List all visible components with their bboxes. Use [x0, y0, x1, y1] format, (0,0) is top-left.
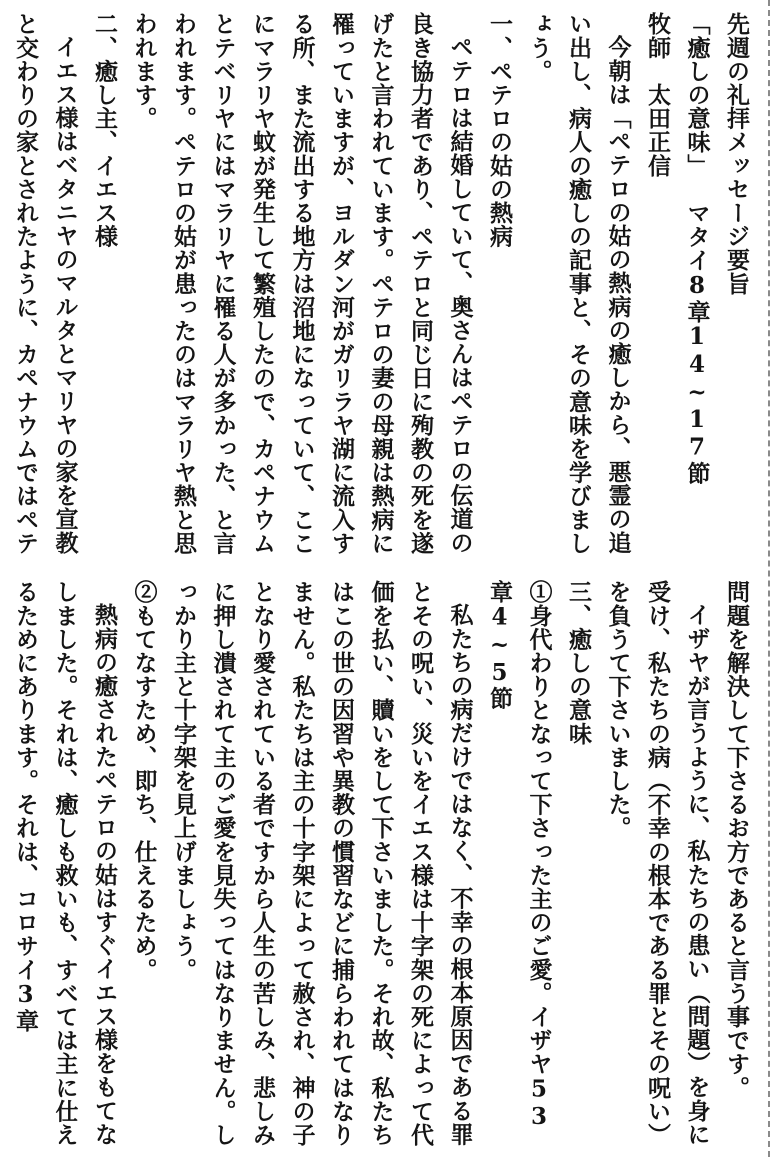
continuation-text: 問題を解決して下さるお方であると言う事です。 [723, 580, 750, 1100]
isaiah-paragraph: イザヤが言うように、私たちの患い（問題）を身に受け、私たちの病（不幸の根本である罪とその呪い）を負うて下さいました。 [604, 580, 711, 1147]
sermon-author: 牧師 太田正信 [644, 12, 671, 178]
scripture-reference: マタイ8章14~17節 [683, 201, 711, 485]
point-2-body: 熱病の癒されたペテロの姑はすぐイエス様をもてなしました。それは、癒しも救いも、すべては主に仕えるためにあります。それは、コロサイ3章 [12, 580, 118, 1147]
bottom-half-columns [0, 580, 756, 1150]
section-2-body: イエス様はベタニヤのマルタとマリヤの家を宣教と交わりの家とされたように、カペナウムではペテ [12, 12, 79, 555]
section-3-heading: 三、癒しの意味 [565, 580, 592, 746]
point-1-heading: ①身代わりとなって下さった主のご愛。イザヤ53章4~5節 [486, 580, 553, 1131]
sermon-title-line [638, 12, 717, 558]
section-1-heading: 一、ペテロの姑の熱病 [486, 12, 513, 248]
point-2-heading: ②もてなすため、即ち、仕えるため。 [130, 580, 158, 982]
sermon-heading: 先週の礼拝メッセージ要旨 [723, 12, 750, 296]
intro-paragraph: 今朝は「ペテロの姑の熱病の癒しから、悪霊の追い出し、病人の癒しの記事と、その意味を学びましょう。 [525, 12, 632, 555]
section-2-heading: 二、癒し主、イエス様 [91, 12, 118, 248]
point-1-body: 私たちの病だけではなく、不幸の根本原因である罪とその呪い、災いをイエス様は十字架の死によって代価を払い、贖いをして下さいました。それ故、私たちはこの世の因習や異教の慣習などに捕らわれてはなりません。私たちは主の十字架によって赦され、神の子となり愛されている者ですから人生の苦しみ、悲しみに押し潰されて主のご愛を見失ってはなりません。しっかり主と十字架を見上げましょう。 [170, 580, 474, 1147]
section-1-body: ペテロは結婚していて、奥さんはペテロの伝道の良き協力者であり、ペテロと同じ日に殉教の死を遂げたと言われています。ペテロの妻の母親は熱病に罹っていますが、ヨルダン河がガリラヤ湖に流入する所、また流出する地方は沼地になっていて、ここにマラリヤ蚊が発生して繁殖したので、カペナウムとテベリヤにはマラリヤに罹る人が多かった、と言われます。ペテロの姑が患ったのはマラリヤ熱と思われます。 [130, 12, 474, 555]
sermon-title: 「癒しの意味」 [683, 12, 711, 178]
top-half-columns [0, 12, 756, 558]
